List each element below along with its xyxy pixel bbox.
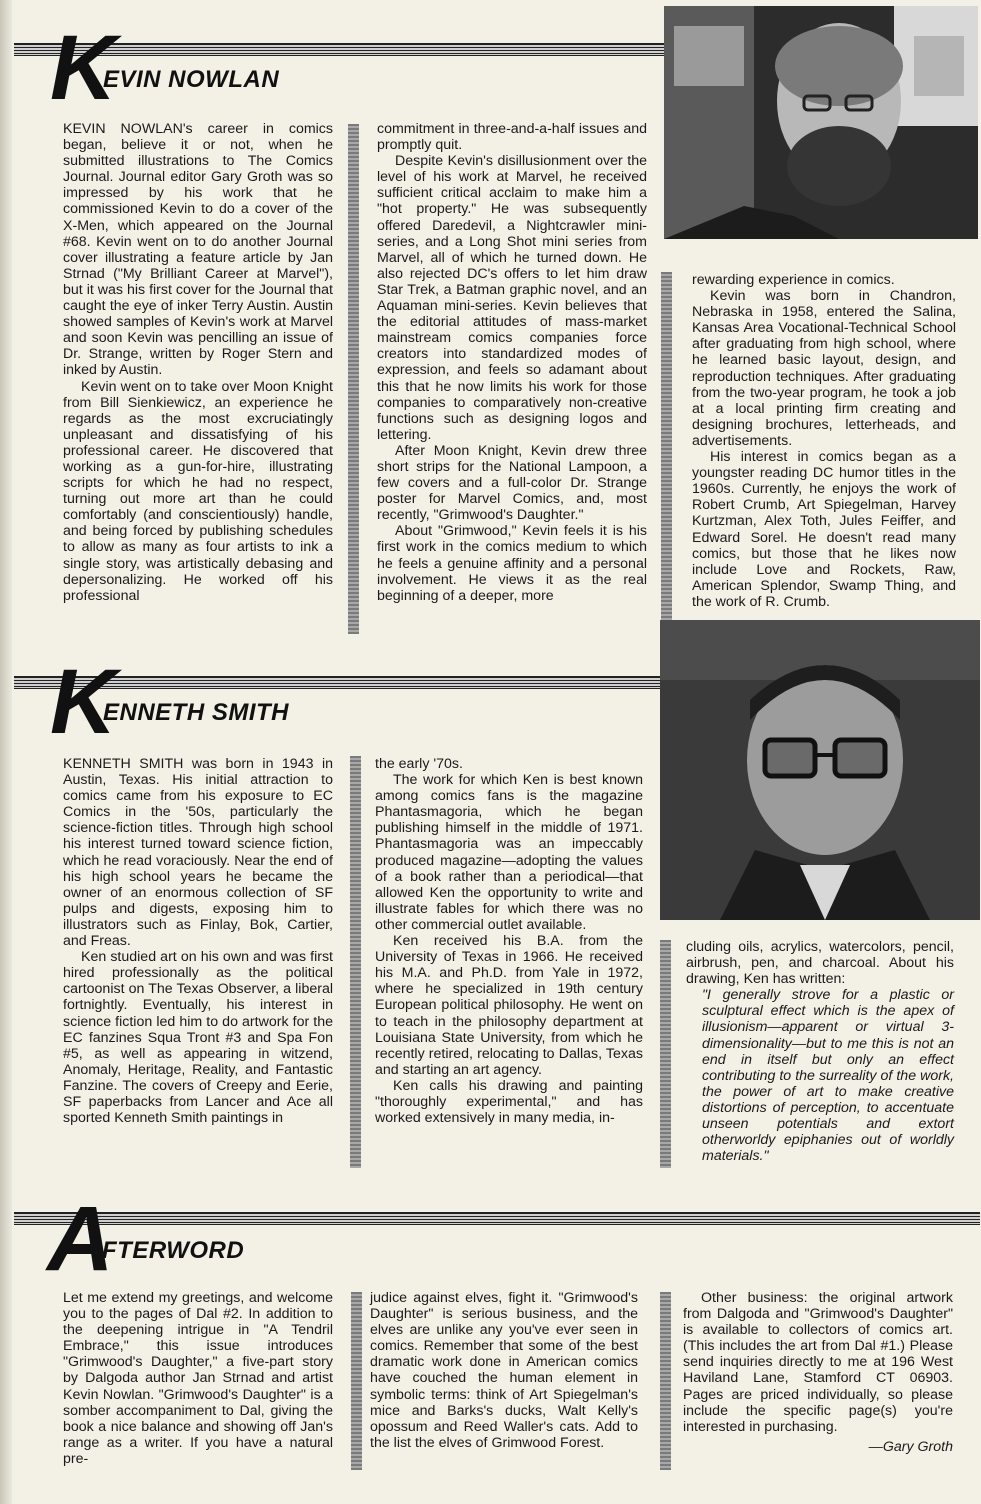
- paragraph: Other business: the original artwork from Dalgoda and "Grimwood's Daughter" is available to collectors of comics art. (This includes the art from Dal #1.) Please send inquiries directly to me at 196 West Haviland Lane, Stamford CT 06903. Pages are priced individually, so please include the specific page(s) you're interested in purchasing.: [683, 1290, 953, 1435]
- paragraph: commitment in three-and-a-half issues and promptly quit.: [377, 121, 647, 154]
- section-band-afterword: [14, 1212, 980, 1225]
- paragraph: Ken studied art on his own and was first hired professionally as the political cartoonist on The Texas Observer, a liberal fortnightly. Eventually, his interest in science fiction led him to do artwork for the EC fanzines Squa Tront #3 and Spa Fon #5, as well as appearing in witzend, Anomaly, Heritage, Reality, and Fantastic Fanzine. The covers of Creepy and Eerie, SF paperbacks from Lancer and Ace all sported Kenneth Smith paintings in: [63, 949, 333, 1127]
- photo-of-kevin-nowlan: [664, 6, 978, 239]
- kenneth-column-1: [63, 756, 333, 1126]
- column-divider: [351, 1292, 362, 1470]
- paragraph: Ken calls his drawing and painting "thoroughly experimental," and has worked extensively in many media, in-: [375, 1077, 643, 1127]
- afterword-column-1: [63, 1290, 333, 1467]
- portrait-kenneth-image: [660, 620, 980, 920]
- paragraph: the early '70s.: [375, 756, 463, 772]
- paragraph: cluding oils, acrylics, watercolors, pencil, airbrush, pen, and charcoal. About his drawing, Ken has written:: [686, 939, 954, 988]
- column-divider: [660, 1292, 671, 1470]
- column-divider: [348, 124, 359, 634]
- paragraph: About "Grimwood," Kevin feels it is his first work in the comics medium to which he feels a genuine affinity and a personal involvement. He views it as the real beginning of a deeper, more: [377, 523, 647, 604]
- afterword-column-3: [683, 1290, 953, 1455]
- afterword-column-2: [370, 1290, 638, 1451]
- kevin-column-2: [377, 121, 647, 604]
- column-divider: [660, 940, 671, 1168]
- paragraph: KEVIN NOWLAN's career in comics began, believe it or not, when he submitted illustrations to The Comics Journal. Journal editor Gary Groth was so impressed by his work that he commissioned Kevin to do a cover of the X-Men, which appeared on the Journal #68. Kevin went on to do another Journal cover illustrating a feature article by Jan Strnad ("My Brilliant Career at Marvel"), but it was his first cover for the Journal that caught the eye of inker Terry Austin. Austin showed samples of Kevin's work at Marvel and soon Kevin was pencilling an issue of Dr. Strange, written by Roger Stern and inked by Austin.: [63, 121, 333, 379]
- paragraph: judice against elves, fight it. "Grimwood's Daughter" is serious business, and the elves are unlike any you've ever seen in comics. Remember that some of the best dramatic work done in American comics have couched the human element in symbolic terms: think of Art Spiegelman's mice and Barks's ducks, Walt Kelly's opossum and Reed Waller's cats. Add to the list the elves of Grimwood Forest.: [370, 1290, 638, 1451]
- paragraph: His interest in comics began as a youngster reading DC humor titles in the 1960s. Currently, he enjoys the work of Robert Crumb, Art Spiegelman, Harvey Kurtzman, Alex Toth, Jules Feiffer, and Edward Sorel. He doesn't read many comics, but those that he likes now include Love and Rockets, Raw, American Splendor, Swamp Thing, and the work of R. Crumb.: [692, 449, 956, 610]
- initial-letter-afterword: A: [47, 1188, 114, 1290]
- paragraph: Kevin went on to take over Moon Knight from Bill Sienkiewicz, an experience he regards as the most excruciatingly unpleasant and dissatisfying of his professional career. He discovered that working as a gun-for-hire, illustrating scripts for which he had no respect, turning out more art than he could comfortably (and conscientiously) handle, and being forced by publishing schedules to allow as many as four artists to ink a single story, was artistically debasing and depersonalizing. He worked off his professional: [63, 378, 333, 604]
- paragraph: rewarding experience in comics.: [692, 272, 895, 288]
- photo-of-kenneth-smith: [660, 620, 980, 920]
- portrait-kevin-image: [664, 6, 978, 239]
- paragraph: Despite Kevin's disillusionment over the level of his work at Marvel, he received sufficient critical acclaim to make him a "hot property." He was subsequently offered Daredevil, a Nightcrawler mini-series, and a Long Shot mini series from Marvel, all of which he turned down. He also rejected DC's offers to let him draw Star Trek, a Batman graphic novel, and an Aquaman mini-series. Kevin believes that the editorial attitudes of mass-market mainstream comics companies force creators into standardized modes of expression, and feels so adamant about this that he now limits his work for those companies to comparatively non-creative functions such as designing logos and lettering.: [377, 153, 647, 443]
- paragraph: Ken received his B.A. from the University of Texas in 1966. He received his M.A. and Ph.D. from Yale in 1972, where he specialized in 19th century European political philosophy. He went on to teach in the philosophy department at Louisiana State University, from which he recently retired, relocating to Dallas, Texas and starting an art agency.: [375, 933, 643, 1078]
- kevin-column-1: [63, 121, 333, 604]
- section-heading-kevin: EVIN NOWLAN: [103, 66, 280, 93]
- section-heading-afterword: FTERWORD: [102, 1237, 245, 1264]
- kenneth-quote: "I generally strove for a plastic or sculptural effect which is the apex of illusionism—apparent or virtual 3-dimensionality—but to me this is not an end in itself but only an effect contributing to the surreality of the work, the power of art to make creative distortions of perception, to accentuate unseen potentials and extort otherworldy epiphanies out of worldly materials.": [702, 987, 954, 1165]
- kenneth-column-2: [375, 756, 643, 1126]
- initial-letter-kevin: K: [50, 17, 117, 119]
- initial-letter-kenneth: K: [50, 651, 117, 753]
- section-heading-kenneth: ENNETH SMITH: [103, 699, 289, 726]
- column-divider: [661, 272, 672, 634]
- spine-shadow: [0, 0, 12, 1504]
- kenneth-column-3: [686, 939, 954, 1164]
- signature: —Gary Groth: [868, 1438, 953, 1455]
- paragraph: The work for which Ken is best known among comics fans is the magazine Phantasmagoria, which he began publishing himself in the middle of 1971. Phantasmagoria was an impeccably produced magazine—adopting the values of a book rather than a periodical—that allowed Ken the opportunity to write and illustrate fables for which there was no other commercial outlet available.: [375, 772, 643, 933]
- paragraph: Kevin was born in Chandron, Nebraska in 1958, entered the Salina, Kansas Area Vocational-Technical School after graduating from high school, where he learned basic layout, design, and reproduction techniques. After graduating from the two-year program, he took a job at a local printing firm creating and designing brochures, letterheads, and advertisements.: [692, 288, 956, 449]
- paragraph: Let me extend my greetings, and welcome you to the pages of Dal #2. In addition to the deepening intrigue in "A Tendril Embrace," this issue introduces "Grimwood's Daughter," a five-part story by Dalgoda author Jan Strnad and artist Kevin Nowlan. "Grimwood's Daughter" is a somber accompaniment to Dal, giving the book a nice balance and showing off Jan's range as a writer. If you have a natural pre-: [63, 1290, 333, 1467]
- column-divider: [350, 756, 361, 1168]
- kevin-column-3: [692, 272, 956, 610]
- paragraph: After Moon Knight, Kevin drew three short strips for the National Lampoon, a few covers and a full-color Dr. Strange poster for Marvel Comics, and, most recently, "Grimwood's Daughter.": [377, 442, 647, 524]
- paragraph: KENNETH SMITH was born in 1943 in Austin, Texas. His initial attraction to comics came from his exposure to EC Comics in the '50s, particularly the science-fiction titles. Through high school his interest turned toward science fiction, which he read voraciously. Near the end of his high school years he became the owner of an enormous collection of SF pulps and digests, exposing him to illustrators such as Finlay, Bok, Cartier, and Freas.: [63, 756, 333, 950]
